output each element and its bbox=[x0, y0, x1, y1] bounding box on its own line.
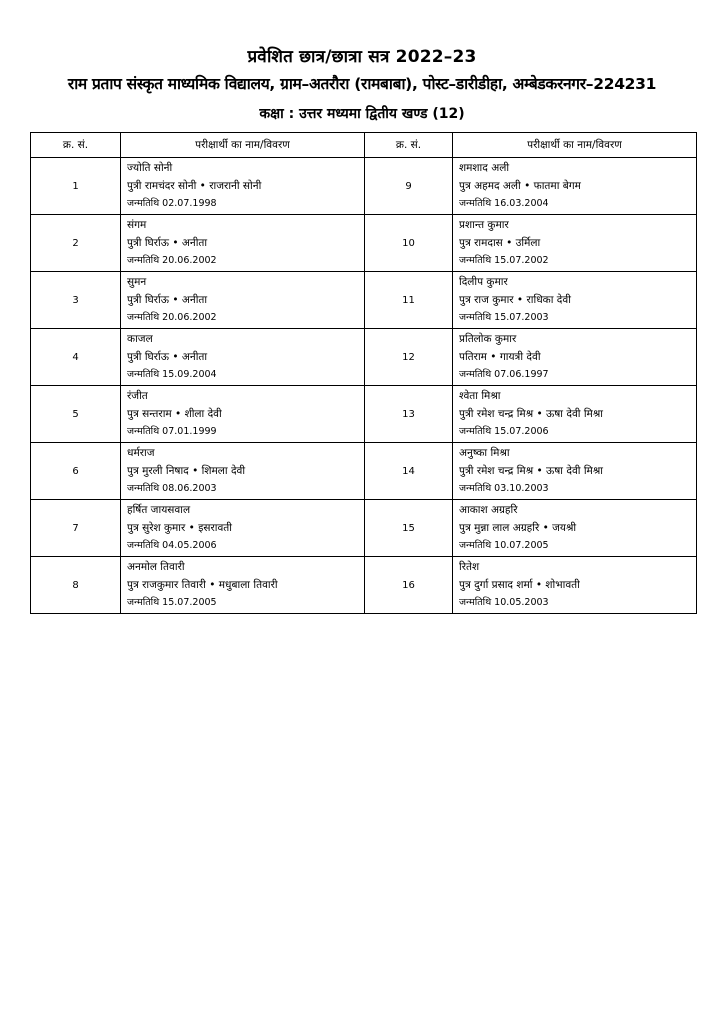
parent-names: पुत्री घिर्राऊ • अनीता bbox=[127, 294, 208, 306]
student-name: अनुष्का मिश्रा bbox=[459, 447, 510, 459]
serial-number: 9 bbox=[365, 158, 453, 215]
serial-number: 3 bbox=[31, 272, 121, 329]
parent-names: पुत्री रमेश चन्द्र मिश्र • ऊषा देवी मिश्रा bbox=[459, 465, 603, 477]
serial-number: 5 bbox=[31, 386, 121, 443]
student-name: ज्योति सोनी bbox=[127, 162, 173, 174]
date-of-birth: जन्मतिथि 15.09.2004 bbox=[127, 369, 217, 380]
student-details bbox=[121, 215, 365, 272]
parent-names: पुत्र मुरली निषाद • शिमला देवी bbox=[127, 465, 246, 477]
serial-number: 11 bbox=[365, 272, 453, 329]
student-name: हर्षित जायसवाल bbox=[127, 504, 191, 516]
date-of-birth: जन्मतिथि 10.05.2003 bbox=[459, 597, 549, 608]
class-label: कक्षा : उत्तर मध्यमा द्वितीय खण्ड (12) bbox=[259, 106, 465, 122]
student-name: अनमोल तिवारी bbox=[127, 561, 185, 573]
serial-number: 16 bbox=[365, 557, 453, 614]
student-name: प्रशान्त कुमार bbox=[459, 219, 509, 231]
table-row bbox=[31, 215, 697, 272]
column-header-details: परीक्षार्थी का नाम/विवरण bbox=[121, 133, 365, 158]
date-of-birth: जन्मतिथि 15.07.2003 bbox=[459, 312, 549, 323]
date-of-birth: जन्मतिथि 15.07.2005 bbox=[127, 597, 217, 608]
parent-names: पुत्र मुन्ना लाल अग्रहरि • जयश्री bbox=[459, 522, 577, 534]
parent-names: पुत्र रामदास • उर्मिला bbox=[459, 237, 541, 249]
table-row bbox=[31, 443, 697, 500]
date-of-birth: जन्मतिथि 03.10.2003 bbox=[459, 483, 549, 494]
serial-number: 6 bbox=[31, 443, 121, 500]
date-of-birth: जन्मतिथि 20.06.2002 bbox=[127, 312, 217, 323]
student-details bbox=[453, 443, 697, 500]
student-details bbox=[453, 557, 697, 614]
parent-names: पुत्री रामचंदर सोनी • राजरानी सोनी bbox=[127, 180, 262, 192]
serial-number: 10 bbox=[365, 215, 453, 272]
student-details bbox=[121, 272, 365, 329]
serial-number: 12 bbox=[365, 329, 453, 386]
date-of-birth: जन्मतिथि 07.01.1999 bbox=[127, 426, 217, 437]
date-of-birth: जन्मतिथि 04.05.2006 bbox=[127, 540, 217, 551]
serial-number: 14 bbox=[365, 443, 453, 500]
table-row bbox=[31, 158, 697, 215]
table-row bbox=[31, 272, 697, 329]
student-details bbox=[121, 443, 365, 500]
serial-number: 2 bbox=[31, 215, 121, 272]
date-of-birth: जन्मतिथि 15.07.2006 bbox=[459, 426, 549, 437]
student-table bbox=[30, 132, 697, 614]
table-header-row bbox=[31, 133, 697, 158]
student-name: शमशाद अली bbox=[459, 162, 510, 174]
date-of-birth: जन्मतिथि 15.07.2002 bbox=[459, 255, 549, 266]
parent-names: पुत्री घिर्राऊ • अनीता bbox=[127, 351, 208, 363]
parent-names: पुत्र राजकुमार तिवारी • मधुबाला तिवारी bbox=[127, 579, 278, 591]
student-details bbox=[453, 329, 697, 386]
serial-number: 4 bbox=[31, 329, 121, 386]
serial-number: 1 bbox=[31, 158, 121, 215]
date-of-birth: जन्मतिथि 20.06.2002 bbox=[127, 255, 217, 266]
serial-number: 15 bbox=[365, 500, 453, 557]
table-row bbox=[31, 329, 697, 386]
student-name: धर्मराज bbox=[127, 447, 155, 459]
student-name: रितेश bbox=[459, 561, 480, 573]
parent-names: पुत्र राज कुमार • राधिका देवी bbox=[459, 294, 571, 306]
parent-names: पुत्री घिर्राऊ • अनीता bbox=[127, 237, 208, 249]
document-title: प्रवेशित छात्र/छात्रा सत्र 2022–23 bbox=[247, 47, 477, 67]
student-name: दिलीप कुमार bbox=[459, 276, 508, 288]
parent-names: पुत्र सुरेश कुमार • इसरावती bbox=[127, 522, 233, 534]
student-name: प्रतिलोक कुमार bbox=[459, 333, 517, 345]
student-details bbox=[121, 158, 365, 215]
student-details bbox=[121, 500, 365, 557]
student-name: सुमन bbox=[127, 276, 147, 288]
student-details bbox=[453, 272, 697, 329]
student-details bbox=[121, 386, 365, 443]
student-name: संगम bbox=[127, 219, 147, 231]
column-header-details: परीक्षार्थी का नाम/विवरण bbox=[453, 133, 697, 158]
date-of-birth: जन्मतिथि 08.06.2003 bbox=[127, 483, 217, 494]
date-of-birth: जन्मतिथि 16.03.2004 bbox=[459, 198, 549, 209]
student-name: श्वेता मिश्रा bbox=[459, 390, 501, 402]
student-details bbox=[453, 500, 697, 557]
table-row bbox=[31, 386, 697, 443]
student-details bbox=[453, 386, 697, 443]
column-header-serial: क्र. सं. bbox=[365, 133, 453, 158]
student-name: काजल bbox=[127, 333, 153, 345]
student-details bbox=[453, 215, 697, 272]
parent-names: पुत्र अहमद अली • फातमा बेगम bbox=[459, 180, 581, 192]
parent-names: पुत्री रमेश चन्द्र मिश्र • ऊषा देवी मिश्रा bbox=[459, 408, 603, 420]
parent-names: पतिराम • गायत्री देवी bbox=[459, 351, 541, 363]
table-row bbox=[31, 500, 697, 557]
parent-names: पुत्र दुर्गा प्रसाद शर्मा • शोभावती bbox=[459, 579, 580, 591]
date-of-birth: जन्मतिथि 10.07.2005 bbox=[459, 540, 549, 551]
column-header-serial: क्र. सं. bbox=[31, 133, 121, 158]
table-row bbox=[31, 557, 697, 614]
date-of-birth: जन्मतिथि 02.07.1998 bbox=[127, 198, 217, 209]
student-name: रंजीत bbox=[127, 390, 148, 402]
serial-number: 13 bbox=[365, 386, 453, 443]
date-of-birth: जन्मतिथि 07.06.1997 bbox=[459, 369, 549, 380]
student-details bbox=[121, 329, 365, 386]
parent-names: पुत्र सन्तराम • शीला देवी bbox=[127, 408, 222, 420]
student-name: आकाश अग्रहरि bbox=[459, 504, 518, 516]
school-address: राम प्रताप संस्कृत माध्यमिक विद्यालय, ग्राम–अतरौरा (रामबाबा), पोस्ट–डारीडीहा, अम्बेडकरनगर–224231 bbox=[67, 75, 657, 93]
student-details bbox=[121, 557, 365, 614]
serial-number: 7 bbox=[31, 500, 121, 557]
student-details bbox=[453, 158, 697, 215]
serial-number: 8 bbox=[31, 557, 121, 614]
